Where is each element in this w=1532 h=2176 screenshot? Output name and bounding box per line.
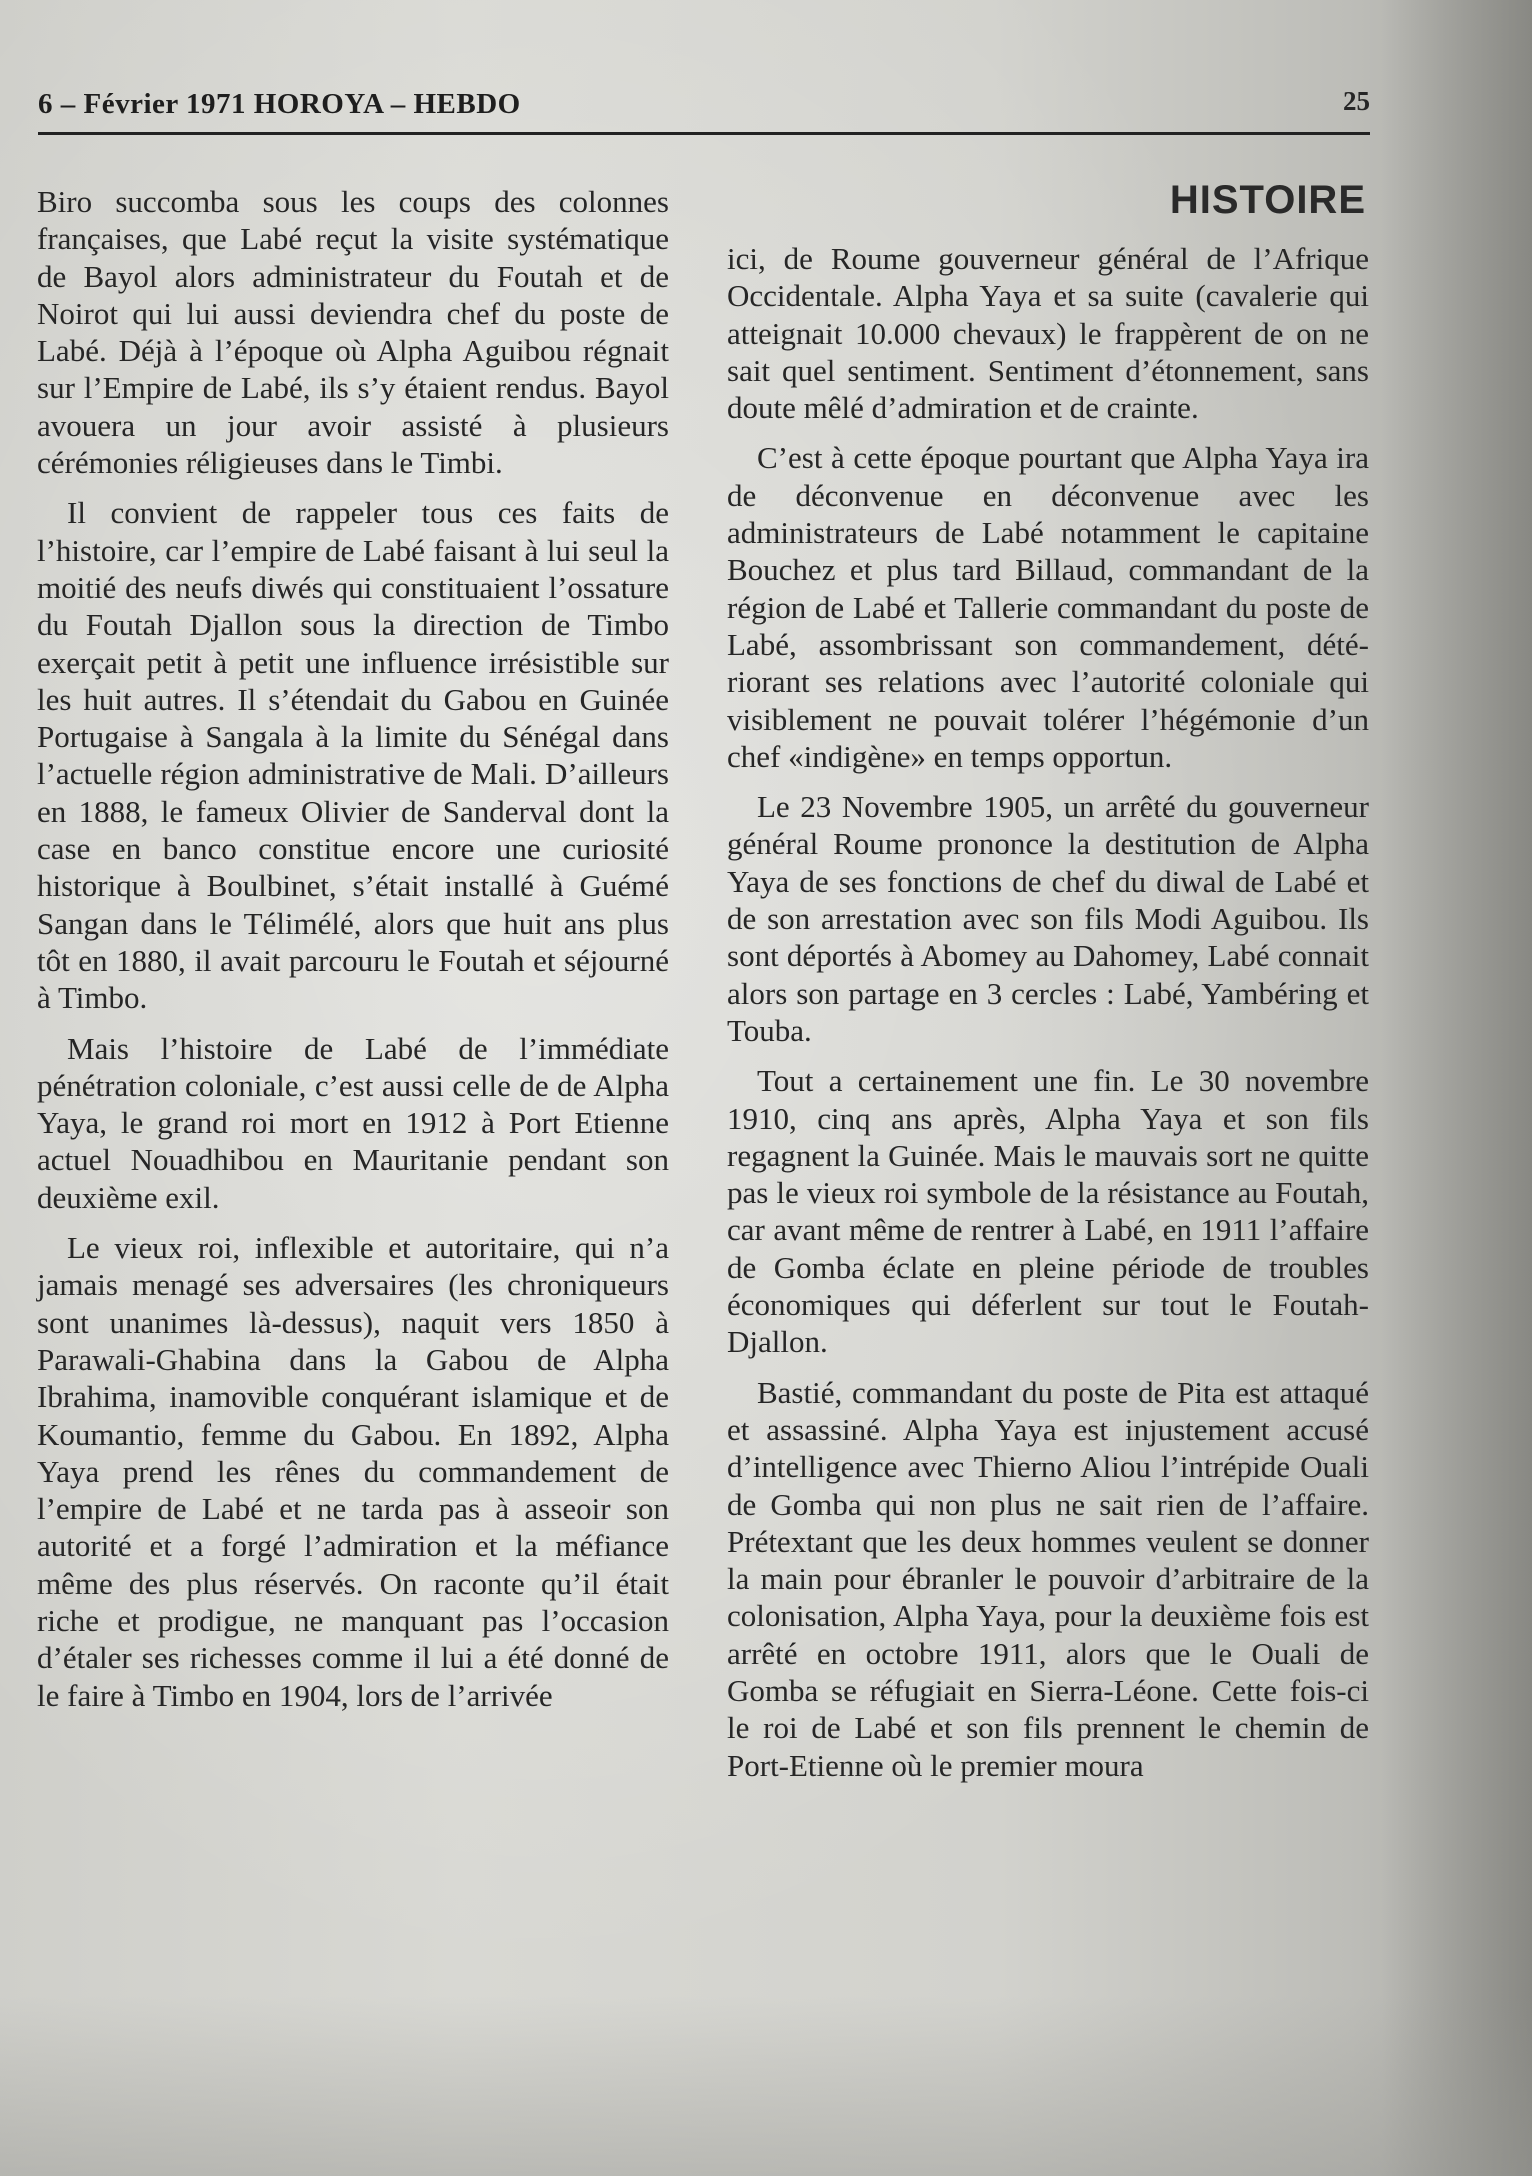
article-paragraph: Le vieux roi, inflexible et autoritaire, qui n’a jamais menagé ses adversaires (les chroniqueurs sont unanimes là-dessus), naquit vers 1850 à Parawali-Ghabina dans la Gabou de Alpha Ibrahima, inamovible conquérant islamique et de Koumantio, femme du Gabou. En 1892, Alpha Yaya prend les rênes du commandement de l’empire de Labé et ne tarda pas à asseoir son autorité et a forgé l’admiration et la méfiance même des plus réservés. On raconte qu’il était riche et prodigue, ne manquant pas l’occasion d’étaler ses richesses comme il lui a été donné de le faire à Timbo en 1904, lors de l’arrivée <box>37 1230 669 1713</box>
page-edge-shadow <box>1382 0 1532 2176</box>
section-heading: HISTOIRE <box>1169 178 1366 222</box>
page-header <box>38 80 1370 135</box>
article-paragraph: Tout a certainement une fin. Le 30 novembre 1910, cinq ans après, Alpha Yaya et son fils regagnent la Guinée. Mais le mauvais sort ne quitte pas le vieux roi symbole de la résistance au Foutah, car avant même de rentrer à Labé, en 1911 l’affaire de Gomba éclate en pleine période de troubles économiques qui déferlent sur tout le Foutah-Djallon. <box>727 1063 1369 1360</box>
article-paragraph: Biro succomba sous les coups des colonnes françaises, que Labé reçut la visite systématique de Bayol alors administrateur du Foutah et de Noirot qui lui aussi deviendra chef du poste de Labé. Déjà à l’époque où Alpha Aguibou régnait sur l’Empire de Labé, ils s’y étaient rendus. Bayol avouera un jour avoir assisté à plusieurs cérémonies réligieuses dans le Timbi. <box>37 184 669 481</box>
article-paragraph: Bastié, commandant du poste de Pita est attaqué et assassiné. Alpha Yaya est injustement accusé d’intelligence avec Thierno Aliou l’intrépide Ouali de Gomba qui non plus ne sait rien de l’affaire. Prétextant que les deux hommes veulent se donner la main pour ébranler le pouvoir d’arbitraire de la colonisation, Alpha Yaya, pour la deuxième fois est arrêté en octobre 1911, alors que le Ouali de Gomba se réfugiait en Sierra-Léone. Cette fois-ci le roi de Labé et son fils prennent le chemin de Port-Etienne où le premier moura <box>727 1374 1369 1783</box>
article-paragraph: C’est à cette époque pourtant que Alpha Yaya ira de déconvenue en déconvenue avec les administrateurs de Labé notamment le capitaine Bouchez et plus tard Billaud, commandant de la région de Labé et Tallerie commandant du poste de Labé, assombrissant son commandement, détériorant ses relations avec l’autorité coloniale qui visiblement ne pouvait tolérer l’hégémonie d’un chef «indigène» en temps opportun. <box>727 440 1369 774</box>
article-paragraph: Le 23 Novembre 1905, un arrêté du gouverneur général Roume prononce la destitution de Alpha Yaya de ses fonctions de chef du diwal de Labé et de son arrestation avec son fils Modi Aguibou. Ils sont déportés à Abomey au Dahomey, Labé connait alors son partage en 3 cercles : Labé, Yambéring et Touba. <box>727 789 1369 1048</box>
article-paragraph: ici, de Roume gouverneur général de l’Afrique Occidentale. Alpha Yaya et sa suite (cavalerie qui atteignait 10.000 chevaux) le frappèrent de on ne sait quel sentiment. Sentiment d’étonnement, sans doute mêlé d’admiration et de crainte. <box>727 241 1369 426</box>
article-paragraph: Il convient de rappeler tous ces faits de l’histoire, car l’empire de Labé faisant à lui seul la moitié des neufs diwés qui constituaient l’ossature du Foutah Djallon sous la direction de Timbo exerçait petit à petit une influence irrésistible sur les huit autres. Il s’étendait du Gabou en Guinée Portugaise à Sangala à la limite du Sénégal dans l’actuelle région administrative de Mali. D’ailleurs en 1888, le fameux Olivier de Sanderval dont la case en banco constitue encore une curiosité historique à Boulbinet, s’était installé à Guémé Sangan dans le Télimélé, alors que huit ans plus tôt en 1880, il avait parcouru le Foutah et séjourné à Timbo. <box>37 495 669 1016</box>
right-column <box>727 240 1369 1797</box>
article-paragraph: Mais l’histoire de Labé de l’immédiate pénétration coloniale, c’est aussi celle de de Alpha Yaya, le grand roi mort en 1912 à Port Etienne actuel Nouadhibou en Mauritanie pendant son deuxième exil. <box>37 1030 669 1215</box>
page-bottom-shadow <box>0 1996 1532 2176</box>
left-column <box>37 183 669 1727</box>
page-number: 25 <box>1343 86 1370 116</box>
publication-dateline: 6 – Février 1971 HOROYA – HEBDO <box>38 88 521 120</box>
